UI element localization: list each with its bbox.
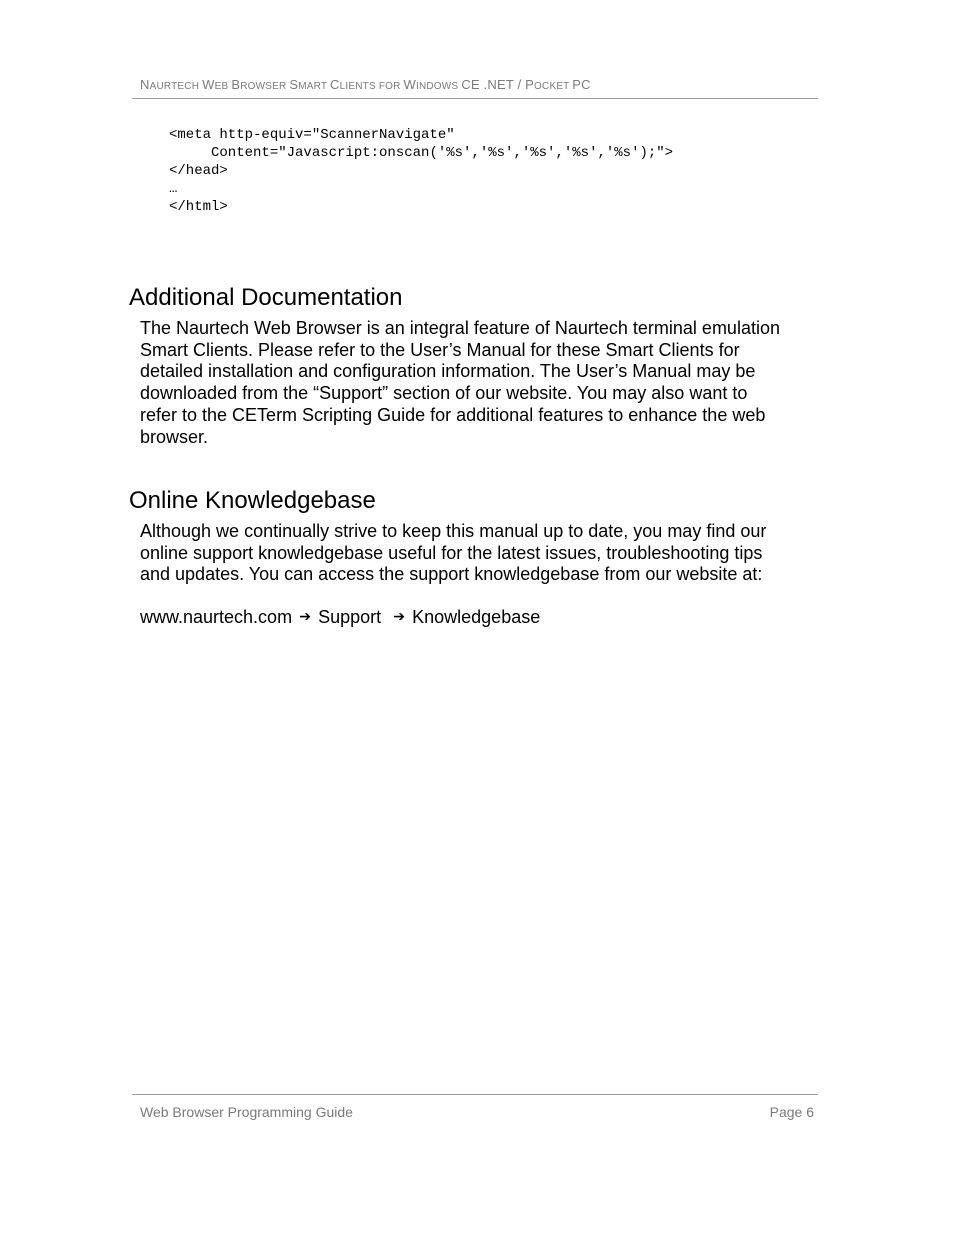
header-text-part: LIENTS FOR <box>339 81 404 92</box>
header-text-part: MART <box>298 81 331 92</box>
paragraph-line: and updates. You can access the support knowledgebase from our website at: <box>140 564 763 585</box>
code-block: <meta http-equiv="ScannerNavigate" Content="Javascript:onscan('%s','%s','%s','%s','%s');"> </head> … </html> <box>169 127 674 215</box>
header-text-part: OCKET <box>534 81 573 92</box>
paragraph-line: online support knowledgebase useful for the latest issues, troubleshooting tips <box>140 542 763 563</box>
footer-document-title: Web Browser Programming Guide <box>140 1104 353 1120</box>
header-text-part: B <box>231 77 241 92</box>
running-header <box>140 77 818 92</box>
header-divider <box>132 98 818 99</box>
paragraph-line: The Naurtech Web Browser is an integral feature of Naurtech terminal emulation <box>140 318 780 338</box>
knowledgebase-nav-path <box>140 606 540 629</box>
website-url: www.naurtech.com <box>140 607 293 627</box>
header-text-part: S <box>289 77 299 92</box>
header-text-part: PC <box>572 77 591 92</box>
right-arrow-icon: ➔ <box>393 608 405 624</box>
paragraph-line: Although we continually strive to keep this manual up to date, you may find our <box>140 521 767 541</box>
paragraph-line: Smart Clients. Please refer to the User’s Manual for these Smart Clients for <box>140 339 740 360</box>
paragraph-line: detailed installation and configuration information. The User’s Manual may be <box>140 361 756 382</box>
footer-divider <box>132 1094 818 1095</box>
header-text-part: W <box>403 77 416 92</box>
header-text-part: C <box>330 77 340 92</box>
header-text-part: EB <box>214 81 232 92</box>
section-heading-additional-documentation: Additional Documentation <box>129 284 403 311</box>
header-text-part: CE .NET / <box>461 77 526 92</box>
additional-documentation-paragraph <box>140 318 820 448</box>
section-heading-online-knowledgebase: Online Knowledgebase <box>129 487 376 514</box>
paragraph-line: browser. <box>140 426 209 447</box>
header-text-part: ROWSER <box>240 81 290 92</box>
paragraph-line: downloaded from the “Support” section of our website. You may also want to <box>140 383 748 404</box>
header-text-part: N <box>140 77 150 92</box>
header-text-part: P <box>525 77 535 92</box>
nav-step-support: Support <box>318 607 382 627</box>
footer-page-number: Page 6 <box>769 1104 814 1120</box>
header-text-part: AURTECH <box>149 81 203 92</box>
header-text-part: W <box>202 77 215 92</box>
nav-step-knowledgebase: Knowledgebase <box>412 607 541 627</box>
online-knowledgebase-paragraph <box>140 521 820 586</box>
header-text-part: INDOWS <box>415 81 462 92</box>
right-arrow-icon: ➔ <box>299 608 311 624</box>
paragraph-line: refer to the CETerm Scripting Guide for additional features to enhance the web <box>140 404 766 425</box>
